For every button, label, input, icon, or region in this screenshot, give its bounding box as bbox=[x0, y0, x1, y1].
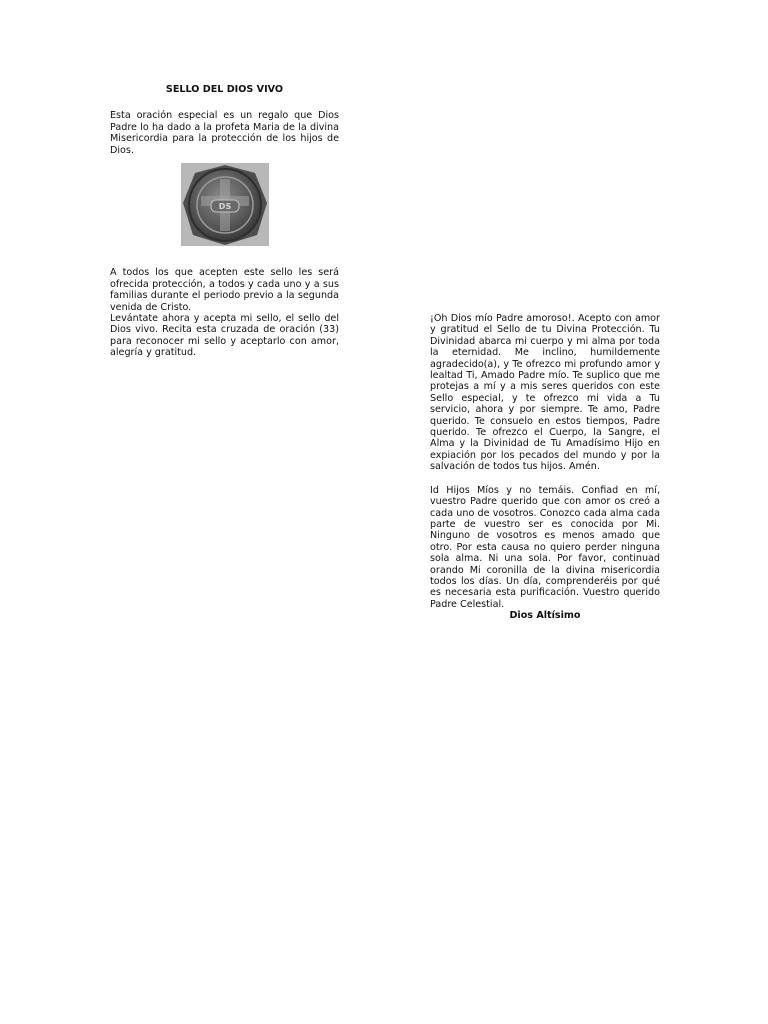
intro-paragraph: Esta oración especial es un regalo que Dios Padre lo ha dado a la profeta Maria de la divina Misericordia para la protección de los hijos de Dios. bbox=[110, 110, 339, 156]
protection-paragraph: A todos los que acepten este sello les será ofrecida protección, a todos y cada uno y a sus familias durante el periodo previo a la segunda venida de Cristo. bbox=[110, 267, 339, 313]
seal-image-container bbox=[110, 163, 339, 249]
prayer-paragraph: ¡Oh Dios mío Padre amoroso!. Acepto con amor y gratitud el Sello de tu Divina Protección. Tu Divinidad abarca mi cuerpo y mi alma por toda la eternidad. Me inclino, humildemente agradecido(a), y Te ofrezco mi profundo amor y lealtad Ti, Amado Padre mío. Te suplico que me protejas a mí y a mis seres queridos con este Sello especial, y te ofrezco mi vida a Tu servicio, ahora y por siempre. Te amo, Padre querido. Te consuelo en estos tiempos, Padre querido. Te ofrezco el Cuerpo, la Sangre, el Alma y la Divinidad de Tu Amadísimo Hijo en expiación por los pecados del mundo y por la salvación de todos tus hijos. Amén. bbox=[430, 313, 660, 473]
paragraph-spacer bbox=[430, 473, 660, 485]
signature: Dios Altísimo bbox=[509, 610, 581, 622]
message-paragraph: Id Hijos Míos y no temáis. Confiad en mí, vuestro Padre querido que con amor os creó a cada uno de vosotros. Conozco cada alma cada parte de vuestro ser es conocida por Mi. Ninguno de vosotros es menos amado que otro. Por esta causa no quiero perder ninguna sola alma. Ni una sola. Por favor, continuad orando Mi coronilla de la divina misericordia todos los días. Un día, comprenderéis por qué es necesaria esta purificación. Vuestro querido Padre Celestial. bbox=[430, 484, 660, 610]
seal-of-living-god-icon bbox=[181, 163, 269, 246]
left-column bbox=[110, 84, 339, 359]
acceptance-paragraph: Levántate ahora y acepta mi sello, el sello del Dios vivo. Recita esta cruzada de oración (33) para reconocer mi sello y aceptarlo con amor, alegría y gratitud. bbox=[110, 313, 339, 359]
document-title: SELLO DEL DIOS VIVO bbox=[165, 84, 284, 95]
svg-text:DS: DS bbox=[218, 202, 231, 212]
right-column bbox=[430, 313, 660, 622]
